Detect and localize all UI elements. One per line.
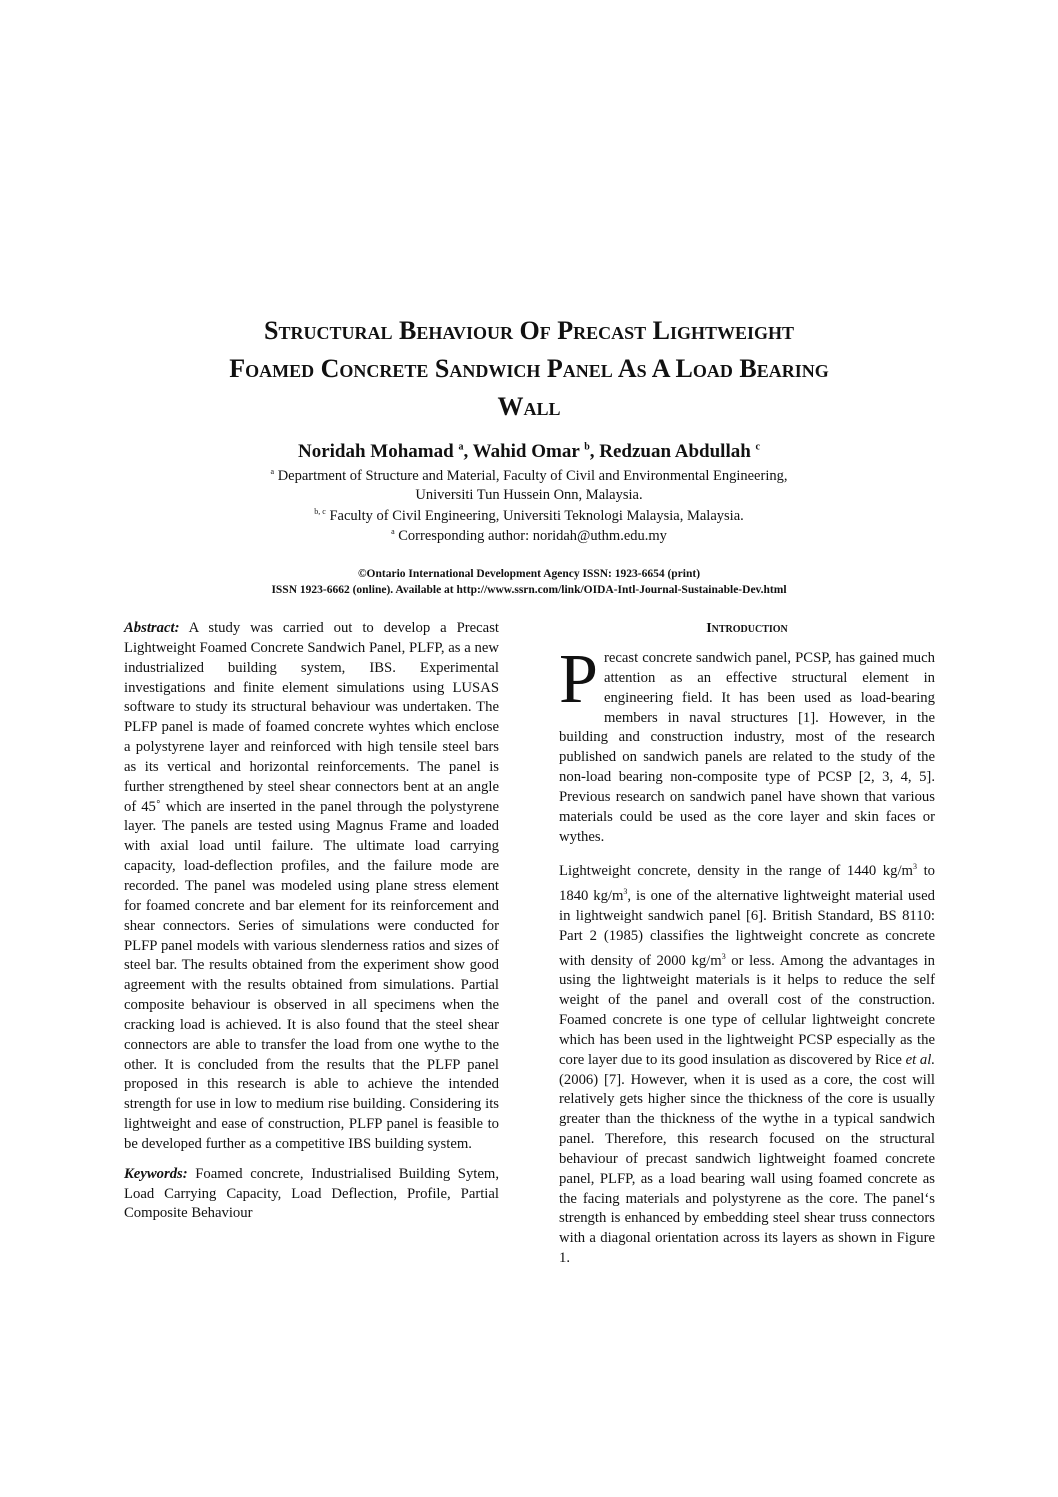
affiliation-superscript: a	[391, 527, 395, 536]
author-superscript: c	[755, 441, 760, 453]
corresponding-author	[100, 527, 958, 545]
affiliation-bc	[100, 507, 958, 525]
paper-title	[100, 312, 958, 426]
paragraph-text: , is one of the alternative lightweight material used in lightweight sandwich panel [6]. British Standard, BS 8110: Part 2 (1985) classifies the lightweight concrete as concrete with density of 2000 kg/m	[559, 888, 935, 969]
title-line-1: Structural Behaviour Of Precast Lightweight	[264, 316, 794, 345]
author-list: Noridah Mohamad $^a$, Wahid Omar $^b$, Redzuan Abdullah $^c$	[297, 441, 760, 462]
abstract-text: A study was carried out to develop a Precast Lightweight Foamed Concrete Sandwich Panel, PLFP, as a new industrialized building system, IBS. Experimental investigations and finite element simulations using LUSAS software to study its structural behaviour was undertaken. The PLFP panel is made of foamed concrete wyhtes which enclose a polystyrene layer and reinforced with high tensile steel bars as its vertical and horizontal reinforcements. The panel is further strengthened by steel shear connectors bent at an angle of 45˚ which are inserted in the panel through the polystyrene layer. The panels are tested using Magnus Frame and loaded with axial load until failure. The ultimate load carrying capacity, load-deflection profiles, and the failure mode are recorded. The panel was modeled using plane stress element for foamed concrete and bar element for its reinforcement and shear connectors. Series of simulations were conducted for PLFP panel models with various slenderness ratios and sizes of steel bar. The results obtained from the experiment show good agreement with the results obtained from simulations. Partial composite behaviour is observed in all specimens when the cracking load is achieved. It is also found that the steel shear connectors are able to transfer the load from one wythe to the other. It is concluded from the results that the PLFP panel proposed in this research is able to achieve the intended strength for use in low to medium rise building. Considering its lightweight and ease of construction, PLFP panel is feasible to be developed further as a competitive IBS building system.	[124, 620, 499, 1152]
author-name: Noridah Mohamad	[297, 441, 454, 462]
title-line-2: Foamed Concrete Sandwich Panel As A Load Bearing	[229, 354, 829, 383]
left-column	[124, 619, 499, 1224]
abstract-label: Abstract:	[124, 620, 180, 636]
publication-issn-online: ISSN 1923-6662 (online). Available at http://www.ssrn.com/link/OIDA-Intl-Journal-Sustainable-Dev.html	[271, 584, 787, 596]
abstract-paragraph	[124, 619, 499, 1155]
affiliation-a-line-2: Universiti Tun Hussein Onn, Malaysia.	[415, 487, 643, 503]
paragraph-text: (2006) [7]. However, when it is used as a core, the cost will relatively gets higher since the thickness of the core is usually greater than the thickness of the wythe in a typical sandwich panel. Therefore, this research focused on the structural behaviour of precast sandwich lightweight foamed concrete panel, PLFP, as a load bearing wall using foamed concrete as the facing materials and polystyrene as the core. The panel‘s strength is enhanced by embedding steel shear truss connectors with a diagonal orientation across its layers as shown in Figure 1.	[559, 1071, 935, 1267]
keywords-label: Keywords:	[124, 1165, 188, 1182]
keywords-paragraph	[124, 1165, 499, 1225]
superscript: 3	[913, 862, 917, 872]
right-column	[559, 641, 935, 1269]
superscript: 3	[721, 951, 726, 961]
superscript: 3	[623, 887, 628, 897]
introduction-paragraph-1	[559, 641, 935, 847]
author-superscript: a	[458, 441, 464, 453]
affiliation-text: Department of Structure and Material, Faculty of Civil and Environmental Engineering,	[277, 467, 788, 484]
paragraph-text: Lightweight concrete, density in the range of 1440 kg/m	[559, 863, 913, 880]
author-name: Redzuan Abdullah	[599, 441, 751, 462]
introduction-heading: Introduction	[706, 621, 788, 636]
author-superscript: b	[584, 441, 590, 453]
affiliation-superscript: b, c	[314, 507, 326, 516]
citation-et-al: et al.	[905, 1051, 935, 1068]
keywords-text: Foamed concrete, Industrialised Building Sytem, Load Carrying Capacity, Load Deflection, Profile, Partial Composite Behaviour	[124, 1165, 499, 1222]
title-line-3: Wall	[497, 392, 561, 421]
author-name: Wahid Omar	[472, 441, 580, 462]
affiliation-a-line-1	[100, 467, 958, 485]
affiliation-text: Faculty of Civil Engineering, Universiti Teknologi Malaysia, Malaysia.	[329, 507, 744, 524]
affiliation-superscript: a	[270, 467, 275, 476]
drop-cap: P	[559, 641, 598, 718]
corresponding-email: Corresponding author: noridah@uthm.edu.my	[398, 527, 667, 544]
paragraph-text: or less. Among the advantages in using the lightweight materials is it helps to reduce the self weight of the panel and overall cost of the construction. Foamed concrete is one type of cellular lightweight concrete which has been used in the lightweight PCSP especially as the core layer due to its good insulation as discovered by Rice	[559, 952, 935, 1068]
paragraph-text: recast concrete sandwich panel, PCSP, has gained much attention as an effective structural element in engineering field. It has been used as load-bearing members in naval structures [1]. However, in the building and construction industry, most of the research published on sandwich panels are related to the study of the non-load bearing non-composite type of PCSP [2, 3, 4, 5]. Previous research on sandwich panel have shown that various materials could be used as the core layer and skin faces or wythes.	[559, 650, 935, 845]
introduction-paragraph-2	[559, 857, 935, 1269]
paragraph-text: to 1840 kg/m	[559, 863, 935, 905]
publication-issn-print: ©Ontario International Development Agency ISSN: 1923-6654 (print)	[357, 568, 701, 580]
